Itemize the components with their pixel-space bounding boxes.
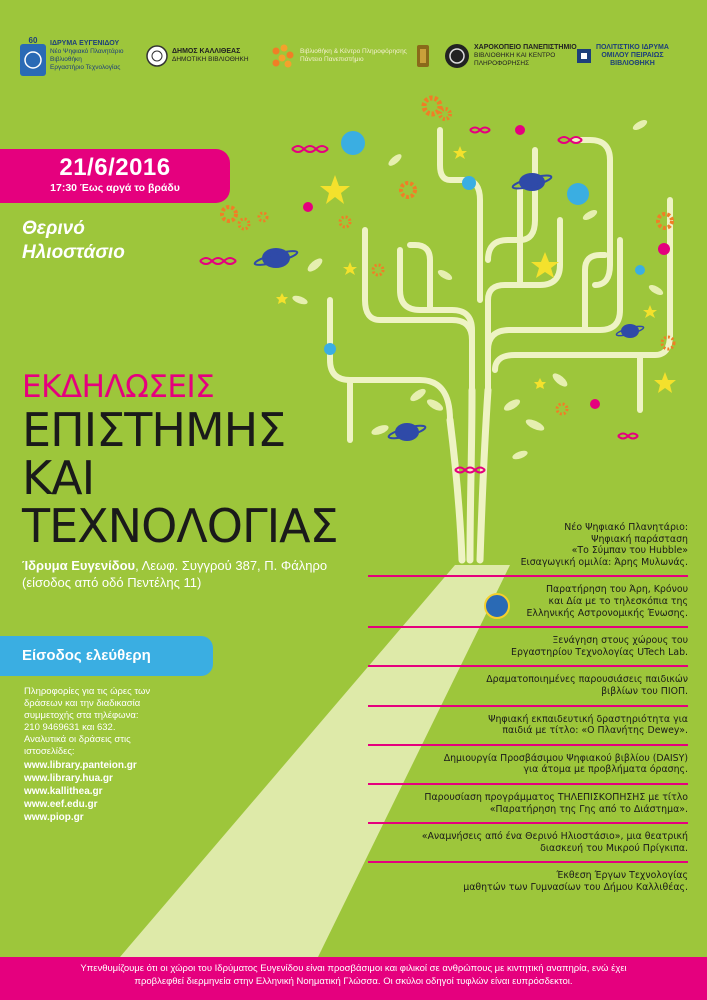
website-link[interactable]: www.piop.gr [24, 812, 84, 823]
logo-text [50, 40, 124, 72]
website-link[interactable]: www.kallithea.gr [24, 786, 103, 797]
event-line: Δραματοποιημένες παρουσιάσεις παιδικών [486, 674, 688, 686]
free-entry-banner: Είσοδος ελεύθερη [0, 636, 213, 676]
logo-line: Βιβλιοθήκη & Κέντρο Πληροφόρησης [300, 48, 407, 55]
event-line: Νέο Ψηφιακό Πλανητάριο: [564, 522, 688, 533]
logo-line: ΔΗΜΟΤΙΚΗ ΒΙΒΛΙΟΘΗΚΗ [172, 56, 249, 63]
logo-line: ΠΟΛΙΤΙΣΤΙΚΟ ΙΔΡΥΜΑ [596, 44, 669, 51]
info-line: ιστοσελίδες: [24, 746, 75, 757]
logo-kallithea-municipality [146, 28, 249, 84]
tree-branches [330, 130, 670, 440]
event-line: βιβλίων του ΠΙΟΠ. [601, 685, 688, 697]
piop-square-icon [576, 48, 592, 64]
event-line: για άτομα με προβλήματα όρασης. [523, 764, 688, 776]
info-line: Πληροφορίες για τις ώρες των [24, 686, 151, 697]
harokopio-emblem-icon [414, 43, 432, 69]
logo-text [474, 44, 577, 68]
event-line: Ψηφιακή παράσταση [591, 533, 688, 545]
kallithea-seal-icon [146, 45, 168, 67]
website-link[interactable]: www.library.hua.gr [24, 773, 113, 784]
logo-harokopio-university [444, 28, 577, 84]
eugenides-foundation-logo-icon [20, 36, 46, 76]
info-block [24, 686, 214, 824]
event-item [368, 674, 688, 706]
partner-logos [14, 28, 694, 88]
info-line: συμμετοχής στα τηλέφωνα: [24, 710, 139, 721]
event-line: και Δία με το τηλεσκόπια της [548, 595, 688, 607]
logo-line: ΙΔΡΥΜΑ ΕΥΓΕΝΙΔΟΥ [50, 40, 120, 47]
logo-text [300, 48, 407, 64]
astronomy-society-icon [484, 593, 510, 619]
event-line: Παρουσίαση προγράμματος ΤΗΛΕΠΙΣΚΟΠΗΣΗΣ με τίτλο [424, 791, 688, 803]
event-line: μαθητών των Γυμνασίων του Δήμου Καλλιθέας. [463, 881, 688, 893]
poster-title [22, 369, 338, 553]
logo-text [596, 44, 669, 68]
event-line: Ψηφιακή εκπαιδευτική δραστηριότητα για [488, 713, 688, 725]
logo-line: Νέο Ψηφιακό Πλανητάριο [50, 48, 124, 55]
title-line-2: ΕΠΙΣΤΗΜΗΣ [22, 403, 286, 457]
event-line: Εισαγωγική ομιλία: Άρης Μυλωνάς. [520, 556, 688, 568]
venue-street: , Λεωφ. Συγγρού 387, Π. Φάληρο [135, 558, 328, 573]
event-item [368, 753, 688, 785]
logo-line: Εργαστήριο Τεχνολογίας [50, 64, 121, 71]
venue-name: Ίδρυμα Ευγενίδου [22, 558, 136, 573]
event-line: Ελληνικής Αστρονομικής Ένωσης. [526, 607, 688, 619]
title-line-1: ΕΚΔΗΛΩΣΕΙΣ [22, 369, 215, 405]
info-phone: 210 9469631 και 632. [24, 722, 116, 733]
occasion-label [22, 217, 125, 265]
event-line: διασκευή του Μικρού Πρίγκιπα. [540, 842, 688, 854]
event-item [368, 714, 688, 746]
logo-line: ΟΜΙΛΟΥ ΠΕΙΡΑΙΩΣ [601, 52, 664, 59]
footer-line: Υπενθυμίζουμε ότι οι χώροι του Ιδρύματος Ευγενίδου είναι προσβάσιμοι και φιλικοί σε ανθρώπους με κιντητική αναπηρία, ενώ έχει [80, 963, 627, 974]
logo-line: ΧΑΡΟΚΟΠΕΙΟ ΠΑΝΕΠΙΣΤΗΜΙΟ [474, 44, 577, 51]
accessibility-footer [0, 957, 707, 1000]
venue-entrance: (είσοδος από οδό Πεντέλης 11) [22, 575, 202, 590]
event-item [368, 870, 688, 900]
events-list [368, 522, 688, 907]
occasion-line: Ηλιοστάσιο [22, 242, 125, 263]
event-line: «Αναμνήσεις από ένα Θερινό Ηλιοστάσιο», μια θεατρική [421, 831, 688, 843]
logo-badge-text: 60 [28, 36, 38, 45]
info-line: δράσεων και την διαδικασία [24, 698, 141, 709]
info-line: Αναλυτικά οι δράσεις στις [24, 734, 131, 745]
logo-eugenides-foundation [20, 28, 124, 84]
logo-line: ΒΙΒΛΙΟΘΗΚΗ ΚΑΙ ΚΕΝΤΡΟ [474, 52, 556, 59]
event-line: Δημιουργία Προσβάσιμου Ψηφιακού βιβλίου (DAISY) [443, 752, 688, 764]
logo-panteion-library [270, 28, 407, 84]
footer-line: προβλεφθεί διερμηνεία στην Ελληνική Νοηματική Γλώσσα. Οι σκύλοι οδηγοί τυφλών είναι ευπρόσδεκτοι. [134, 975, 573, 987]
logo-line: Βιβλιοθήκη [50, 56, 82, 63]
panteion-molecule-icon [270, 43, 296, 69]
event-item [368, 522, 688, 577]
event-line: Ξενάγηση στους χώρους του [552, 635, 688, 647]
event-line: «Το Σύμπαν του Hubble» [571, 545, 688, 557]
event-date: 21/6/2016 [59, 154, 171, 181]
event-line: «Παρατήρηση της Γης από το Διάστημα». [489, 803, 688, 815]
event-line: παιδιά με τίτλο: «Ο Πλανήτης Dewey». [502, 725, 688, 737]
event-item [368, 635, 688, 667]
logo-line: ΔΗΜΟΣ ΚΑΛΛΙΘΕΑΣ [172, 48, 241, 55]
title-line-3: ΚΑΙ [22, 451, 95, 505]
event-line: Έκθεση Έργων Τεχνολογίας [556, 870, 688, 882]
venue-address [22, 557, 327, 591]
event-item [368, 792, 688, 824]
event-date-banner [0, 149, 230, 203]
logo-text [172, 48, 249, 64]
event-item [368, 584, 688, 628]
logo-piop-library [576, 28, 669, 84]
event-line: Παρατήρηση του Άρη, Κρόνου [545, 584, 688, 596]
event-line: Εργαστηρίου Τεχνολογίας UTech Lab. [511, 646, 688, 658]
logo-line: ΒΙΒΛΙΟΘΗΚΗ [610, 60, 655, 67]
logo-line: ΠΛΗΡΟΦΟΡΗΣΗΣ [474, 60, 530, 67]
event-item [368, 831, 688, 863]
website-link[interactable]: www.library.panteion.gr [24, 760, 137, 771]
logo-harokopio-emblem [414, 28, 432, 84]
event-time: 17:30 Έως αργά το βράδυ [50, 182, 180, 194]
logo-line: Πάντειο Πανεπιστήμιο [300, 56, 364, 63]
title-line-4: ΤΕΧΝΟΛΟΓΙΑΣ [22, 499, 338, 553]
harokopio-seal-icon [444, 43, 470, 69]
website-link[interactable]: www.eef.edu.gr [24, 799, 98, 810]
occasion-line: Θερινό [22, 218, 85, 239]
